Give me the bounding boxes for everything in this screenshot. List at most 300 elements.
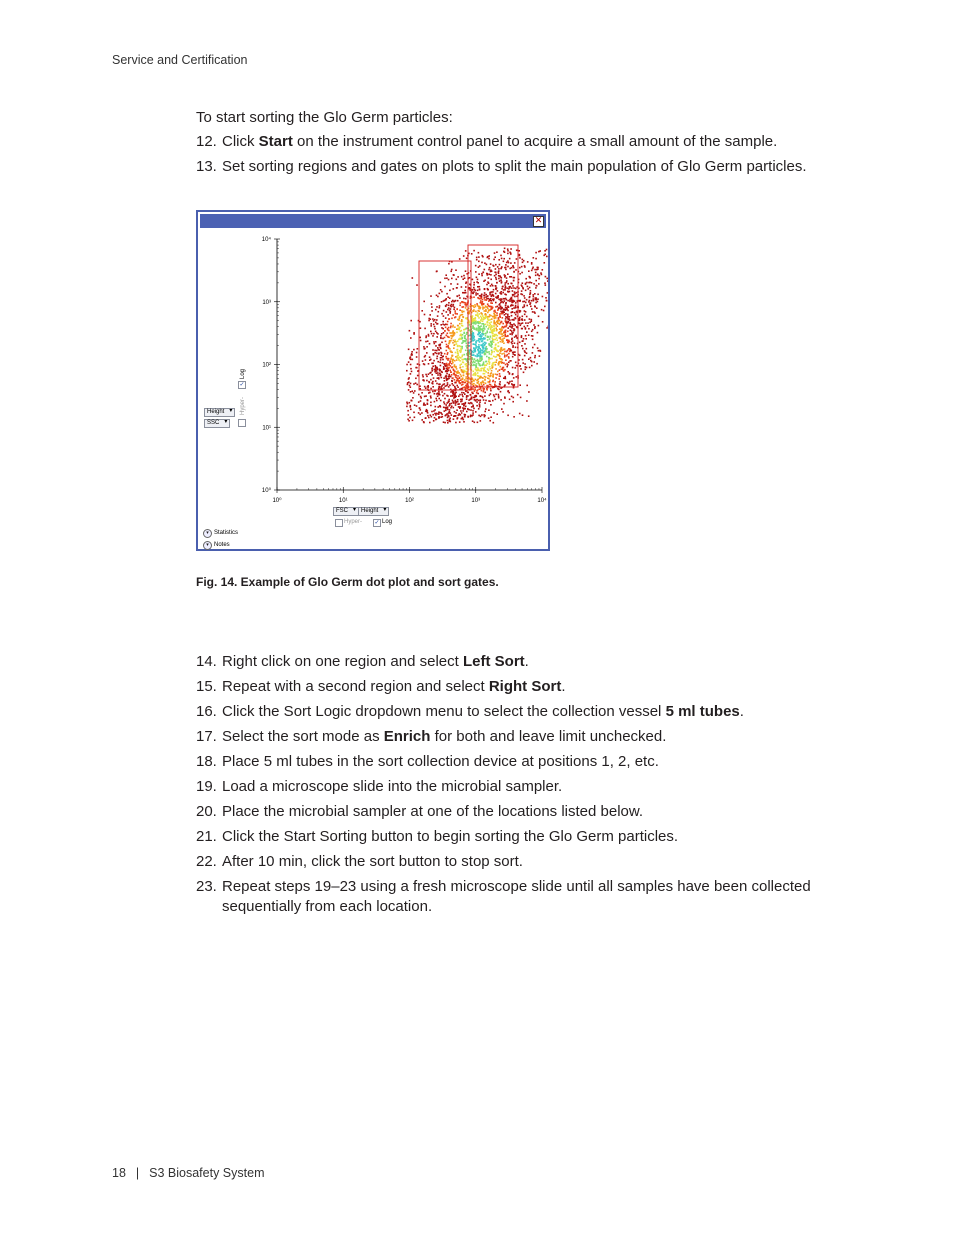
event-dot bbox=[472, 383, 474, 385]
event-dot bbox=[412, 397, 414, 399]
event-dot bbox=[487, 289, 489, 291]
event-dot bbox=[474, 359, 476, 361]
event-dot bbox=[456, 368, 458, 370]
event-dot bbox=[417, 348, 419, 350]
event-dot bbox=[450, 323, 452, 325]
y-scale-dropdown[interactable]: Height ▾ bbox=[204, 408, 235, 417]
event-dot bbox=[534, 269, 536, 271]
event-dot bbox=[528, 328, 530, 330]
event-dot bbox=[463, 375, 465, 377]
event-dot bbox=[485, 294, 487, 296]
event-dot bbox=[507, 300, 509, 302]
event-dot bbox=[472, 362, 474, 364]
event-dot bbox=[435, 365, 437, 367]
event-dot bbox=[437, 361, 439, 363]
event-dot bbox=[429, 359, 431, 361]
event-dot bbox=[472, 337, 474, 339]
event-dot bbox=[436, 295, 438, 297]
event-dot bbox=[435, 406, 437, 408]
event-dot bbox=[454, 360, 456, 362]
event-dot bbox=[503, 298, 505, 300]
event-dot bbox=[480, 376, 482, 378]
event-dot bbox=[503, 335, 505, 337]
event-dot bbox=[498, 318, 500, 320]
event-dot bbox=[487, 318, 489, 320]
event-dot bbox=[499, 381, 501, 383]
event-dot bbox=[487, 339, 489, 341]
event-dot bbox=[500, 311, 502, 313]
x-log-checkbox[interactable]: ✓ bbox=[374, 520, 380, 526]
event-dot bbox=[534, 293, 536, 295]
event-dot bbox=[485, 342, 487, 344]
event-dot bbox=[495, 394, 497, 396]
event-dot bbox=[494, 323, 496, 325]
event-dot bbox=[452, 342, 454, 344]
event-dot bbox=[459, 382, 461, 384]
event-dot bbox=[420, 340, 422, 342]
event-dot bbox=[508, 353, 510, 355]
event-dot bbox=[453, 407, 455, 409]
event-dot bbox=[490, 390, 492, 392]
event-dot bbox=[508, 392, 510, 394]
event-dot bbox=[439, 405, 441, 407]
event-dot bbox=[449, 403, 451, 405]
event-dot bbox=[439, 305, 441, 307]
event-dot bbox=[449, 348, 451, 350]
event-dot bbox=[524, 265, 526, 267]
event-dot bbox=[466, 371, 468, 373]
event-dot bbox=[507, 317, 509, 319]
event-dot bbox=[447, 366, 449, 368]
event-dot bbox=[485, 350, 487, 352]
event-dot bbox=[438, 416, 440, 418]
event-dot bbox=[487, 281, 489, 283]
event-dot bbox=[507, 321, 509, 323]
event-dot bbox=[443, 368, 445, 370]
close-icon[interactable]: ✕ bbox=[534, 216, 543, 226]
event-dot bbox=[430, 331, 432, 333]
event-dot bbox=[481, 313, 483, 315]
event-dot bbox=[455, 400, 457, 402]
event-dot bbox=[448, 374, 450, 376]
event-dot bbox=[465, 341, 467, 343]
event-dot bbox=[499, 384, 501, 386]
event-dot bbox=[520, 397, 522, 399]
event-dot bbox=[507, 248, 509, 250]
event-dot bbox=[515, 318, 517, 320]
event-dot bbox=[534, 344, 536, 346]
event-dot bbox=[548, 326, 549, 328]
event-dot bbox=[460, 348, 462, 350]
event-dot bbox=[413, 412, 415, 414]
step-text-plain: on the instrument control panel to acquire a small amount of the sample. bbox=[292, 133, 778, 150]
event-dot bbox=[491, 372, 493, 374]
event-dot bbox=[408, 420, 410, 422]
event-dot bbox=[483, 382, 485, 384]
event-dot bbox=[440, 282, 442, 284]
event-dot bbox=[507, 273, 509, 275]
event-dot bbox=[497, 290, 499, 292]
event-dot bbox=[436, 358, 438, 360]
event-dot bbox=[490, 384, 492, 386]
event-dot bbox=[537, 294, 539, 296]
event-dot bbox=[516, 258, 518, 260]
event-dot bbox=[509, 299, 511, 301]
event-dot bbox=[529, 300, 531, 302]
event-dot bbox=[474, 389, 476, 391]
event-dot bbox=[486, 284, 488, 286]
event-dot bbox=[423, 301, 425, 303]
event-dot bbox=[531, 282, 533, 284]
event-dot bbox=[483, 414, 485, 416]
step-text-plain: Click the Sort Logic dropdown menu to select the collection vessel bbox=[222, 703, 666, 720]
event-dot bbox=[461, 375, 463, 377]
event-dot bbox=[448, 302, 450, 304]
event-dot bbox=[509, 373, 511, 375]
event-dot bbox=[424, 356, 426, 358]
event-dot bbox=[482, 306, 484, 308]
event-dot bbox=[463, 329, 465, 331]
event-dot bbox=[410, 337, 412, 339]
event-dot bbox=[415, 382, 417, 384]
event-dot bbox=[515, 269, 517, 271]
event-dot bbox=[486, 264, 488, 266]
event-dot bbox=[466, 347, 468, 349]
event-dot bbox=[447, 314, 449, 316]
event-dot bbox=[475, 321, 477, 323]
event-dot bbox=[481, 370, 483, 372]
step-text-plain: . bbox=[561, 678, 566, 695]
event-dot bbox=[456, 313, 458, 315]
event-dot bbox=[513, 277, 515, 279]
event-dot bbox=[440, 354, 442, 356]
event-dot bbox=[526, 316, 528, 318]
event-dot bbox=[492, 330, 494, 332]
event-dot bbox=[471, 357, 473, 359]
event-dot bbox=[484, 411, 486, 413]
event-dot bbox=[433, 341, 435, 343]
event-dot bbox=[504, 284, 506, 286]
event-dot bbox=[497, 295, 499, 297]
step-number: 15. bbox=[196, 678, 217, 695]
event-dot bbox=[455, 422, 457, 424]
event-dot bbox=[513, 328, 515, 330]
event-dot bbox=[473, 352, 475, 354]
event-dot bbox=[480, 388, 482, 390]
event-dot bbox=[505, 359, 507, 361]
event-dot bbox=[435, 345, 437, 347]
event-dot bbox=[482, 308, 484, 310]
step-ui-term: 5 ml tubes bbox=[665, 703, 740, 720]
event-dot bbox=[476, 399, 478, 401]
event-dot bbox=[465, 270, 467, 272]
event-dot bbox=[509, 291, 511, 293]
event-dot bbox=[492, 340, 494, 342]
event-dot bbox=[437, 377, 439, 379]
step-text-plain: Repeat steps 19–23 using a fresh microscope slide until all samples have been collected sequentially from each location. bbox=[222, 878, 811, 915]
event-dot bbox=[525, 322, 527, 324]
event-dot bbox=[408, 414, 410, 416]
event-dot bbox=[521, 335, 523, 337]
event-dot bbox=[455, 269, 457, 271]
event-dot bbox=[500, 366, 502, 368]
event-dot bbox=[491, 318, 493, 320]
event-dot bbox=[526, 348, 528, 350]
event-dot bbox=[437, 406, 439, 408]
event-dot bbox=[440, 324, 442, 326]
event-dot bbox=[462, 314, 464, 316]
event-dot bbox=[536, 363, 538, 365]
notes-label[interactable]: Notes bbox=[214, 542, 230, 548]
event-dot bbox=[485, 408, 487, 410]
step-text bbox=[222, 777, 836, 797]
event-dot bbox=[501, 258, 503, 260]
event-dot bbox=[511, 298, 513, 300]
event-dot bbox=[486, 346, 488, 348]
event-dot bbox=[524, 355, 526, 357]
event-dot bbox=[475, 373, 477, 375]
event-dot bbox=[412, 359, 414, 361]
event-dot bbox=[496, 339, 498, 341]
event-dot bbox=[476, 401, 478, 403]
event-dot bbox=[455, 313, 457, 315]
event-dot bbox=[503, 342, 505, 344]
event-dot bbox=[542, 321, 544, 323]
event-dot bbox=[504, 267, 506, 269]
x-scale-dropdown[interactable]: Height ▾ bbox=[358, 507, 389, 516]
event-dot bbox=[545, 297, 547, 299]
event-dot bbox=[467, 408, 469, 410]
event-dot bbox=[478, 308, 480, 310]
event-dot bbox=[479, 377, 481, 379]
event-dot bbox=[462, 396, 464, 398]
event-dot bbox=[450, 271, 452, 273]
event-dot bbox=[528, 334, 530, 336]
event-dot bbox=[515, 306, 517, 308]
event-dot bbox=[420, 397, 422, 399]
event-dot bbox=[477, 322, 479, 324]
event-dot bbox=[520, 323, 522, 325]
x-param-dropdown[interactable]: FSC ▾ bbox=[333, 507, 359, 516]
event-dot bbox=[525, 283, 527, 285]
step-text bbox=[222, 652, 836, 672]
event-dot bbox=[448, 386, 450, 388]
event-dot bbox=[447, 368, 449, 370]
event-dot bbox=[489, 294, 491, 296]
event-dot bbox=[437, 369, 439, 371]
event-dot bbox=[433, 377, 435, 379]
step-text-plain: Right click on one region and select bbox=[222, 653, 463, 670]
event-dot bbox=[507, 350, 509, 352]
y-tick-label: 10³ bbox=[262, 299, 271, 306]
event-dot bbox=[412, 390, 414, 392]
event-dot bbox=[492, 374, 494, 376]
y-log-checkbox[interactable]: ✓ bbox=[239, 382, 245, 388]
event-dot bbox=[509, 319, 511, 321]
event-dot bbox=[458, 319, 460, 321]
event-dot bbox=[441, 385, 443, 387]
event-dot bbox=[504, 376, 506, 378]
event-dot bbox=[441, 313, 443, 315]
step-text-plain: Set sorting regions and gates on plots to split the main population of Glo Germ particles. bbox=[222, 158, 807, 175]
event-dot bbox=[410, 406, 412, 408]
event-dot bbox=[437, 395, 439, 397]
event-dot bbox=[443, 315, 445, 317]
event-dot bbox=[421, 412, 423, 414]
event-dot bbox=[429, 343, 431, 345]
event-dot bbox=[501, 408, 503, 410]
event-dot bbox=[511, 339, 513, 341]
event-dot bbox=[502, 286, 504, 288]
event-dot bbox=[416, 405, 418, 407]
event-dot bbox=[441, 386, 443, 388]
event-dot bbox=[511, 267, 513, 269]
event-dot bbox=[495, 306, 497, 308]
event-dot bbox=[428, 392, 430, 394]
event-dot bbox=[438, 311, 440, 313]
event-dot bbox=[478, 261, 480, 263]
event-dot bbox=[417, 370, 419, 372]
event-dot bbox=[483, 373, 485, 375]
event-dot bbox=[459, 305, 461, 307]
event-dot bbox=[503, 300, 505, 302]
event-dot bbox=[447, 415, 449, 417]
event-dot bbox=[456, 372, 458, 374]
event-dot bbox=[513, 307, 515, 309]
event-dot bbox=[525, 335, 527, 337]
event-dot bbox=[422, 360, 424, 362]
event-dot bbox=[470, 409, 472, 411]
event-dot bbox=[481, 296, 483, 298]
event-dot bbox=[423, 421, 425, 423]
event-dot bbox=[509, 268, 511, 270]
step-text bbox=[222, 677, 836, 697]
event-dot bbox=[534, 305, 536, 307]
event-dot bbox=[427, 410, 429, 412]
event-dot bbox=[544, 254, 546, 256]
event-dot bbox=[498, 270, 500, 272]
event-dot bbox=[491, 325, 493, 327]
event-dot bbox=[455, 356, 457, 358]
event-dot bbox=[466, 398, 468, 400]
event-dot bbox=[417, 375, 419, 377]
event-dot bbox=[431, 370, 433, 372]
x-tick-label: 10⁰ bbox=[272, 498, 282, 504]
event-dot bbox=[407, 384, 409, 386]
event-dot bbox=[479, 401, 481, 403]
event-dot bbox=[477, 279, 479, 281]
event-dot bbox=[519, 267, 521, 269]
event-dot bbox=[453, 374, 455, 376]
event-dot bbox=[529, 287, 531, 289]
event-dot bbox=[444, 385, 446, 387]
event-dot bbox=[513, 377, 515, 379]
x-hyper-checkbox[interactable] bbox=[335, 519, 343, 527]
event-dot bbox=[484, 294, 486, 296]
event-dot bbox=[478, 346, 480, 348]
event-dot bbox=[472, 410, 474, 412]
event-dot bbox=[441, 301, 443, 303]
event-dot bbox=[522, 262, 524, 264]
event-dot bbox=[515, 305, 517, 307]
event-dot bbox=[457, 349, 459, 351]
event-dot bbox=[478, 252, 480, 254]
event-dot bbox=[472, 325, 474, 327]
event-dot bbox=[428, 373, 430, 375]
event-dot bbox=[419, 337, 421, 339]
event-dot bbox=[538, 251, 540, 253]
event-dot bbox=[482, 271, 484, 273]
event-dot bbox=[478, 415, 480, 417]
event-dot bbox=[447, 345, 449, 347]
event-dot bbox=[472, 339, 474, 341]
event-dot bbox=[487, 298, 489, 300]
event-dot bbox=[461, 320, 463, 322]
event-dot bbox=[489, 292, 491, 294]
event-dot bbox=[512, 332, 514, 334]
y-hyper-checkbox[interactable] bbox=[238, 419, 246, 427]
event-dot bbox=[472, 332, 474, 334]
event-dot bbox=[519, 342, 521, 344]
event-dot bbox=[433, 324, 435, 326]
event-dot bbox=[482, 377, 484, 379]
event-dot bbox=[480, 336, 482, 338]
event-dot bbox=[447, 382, 449, 384]
event-dot bbox=[439, 373, 441, 375]
event-dot bbox=[435, 366, 437, 368]
statistics-expand-icon[interactable]: ▾ bbox=[203, 529, 212, 538]
event-dot bbox=[498, 268, 500, 270]
event-dot bbox=[491, 270, 493, 272]
statistics-label[interactable]: Statistics bbox=[214, 530, 239, 536]
event-dot bbox=[476, 257, 478, 259]
event-dot bbox=[501, 307, 503, 309]
event-dot bbox=[457, 399, 459, 401]
step-text-plain: Place the microbial sampler at one of the locations listed below. bbox=[222, 803, 644, 820]
event-dot bbox=[472, 405, 474, 407]
event-dot bbox=[445, 274, 447, 276]
event-dot bbox=[446, 344, 448, 346]
event-dot bbox=[454, 395, 456, 397]
event-dot bbox=[466, 304, 468, 306]
event-dot bbox=[532, 311, 534, 313]
event-dot bbox=[434, 413, 436, 415]
event-dot bbox=[407, 403, 409, 405]
event-dot bbox=[458, 372, 460, 374]
y-param-dropdown[interactable]: SSC ▾ bbox=[204, 419, 230, 428]
event-dot bbox=[453, 304, 455, 306]
notes-expand-icon[interactable]: ▾ bbox=[203, 541, 212, 550]
event-dot bbox=[490, 404, 492, 406]
event-dot bbox=[478, 340, 480, 342]
event-dot bbox=[443, 407, 445, 409]
event-dot bbox=[461, 392, 463, 394]
event-dot bbox=[458, 295, 460, 297]
event-dot bbox=[482, 350, 484, 352]
event-dot bbox=[538, 350, 540, 352]
event-dot bbox=[494, 396, 496, 398]
event-dot bbox=[411, 400, 413, 402]
event-dot bbox=[430, 388, 432, 390]
event-dot bbox=[483, 399, 485, 401]
event-dot bbox=[477, 355, 479, 357]
event-dot bbox=[454, 411, 456, 413]
event-dot bbox=[435, 398, 437, 400]
event-dot bbox=[489, 267, 491, 269]
event-dot bbox=[454, 326, 456, 328]
event-dot bbox=[431, 363, 433, 365]
event-dot bbox=[441, 377, 443, 379]
